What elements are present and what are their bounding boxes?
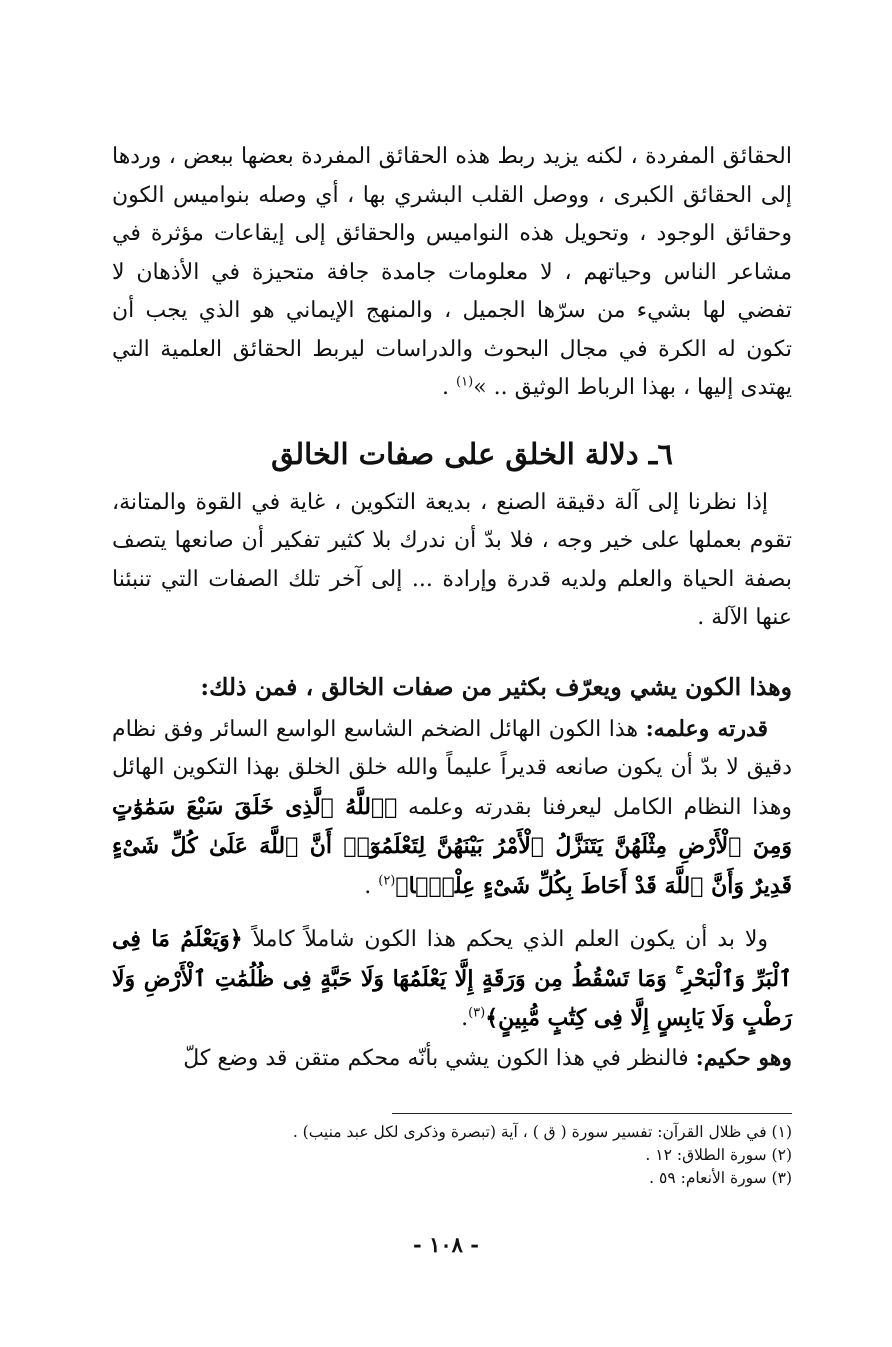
section-heading: ٦ـ دلالة الخلق على صفات الخالق xyxy=(271,436,673,471)
quran-verse-anam: ﴿وَيَعْلَمُ مَا فِى ٱلْبَرِّ وَٱلْبَحْرِ ۚ وَمَا تَسْقُطُ مِن وَرَقَةٍ إِلَّا يَعْلَمُهَا وَلَا حَبَّةٍ فِى ظُلُمَٰتِ ٱلْأَرْضِ وَلَا رَطْبٍ وَلَا يَابِسٍ إِلَّا فِى كِتَٰبٍ مُّبِينٍ﴾ xyxy=(112,926,792,1031)
quran-verse-talaq: ﴿ٱللَّهُ ٱلَّذِى خَلَقَ سَبْعَ سَمَٰوَٰتٍ وَمِنَ ٱلْأَرْضِ مِثْلَهُنَّ يَتَنَزَّلُ ٱلْأَمْرُ بَيْنَهُنَّ لِتَعْلَمُوٓا۟ أَنَّ ٱللَّهَ عَلَىٰ كُلِّ شَىْءٍ قَدِيرٌ وَأَنَّ ٱللَّهَ قَدْ أَحَاطَ بِكُلِّ شَىْءٍ عِلْمًۢا﴾ xyxy=(112,793,792,899)
subheading: وهذا الكون يشي ويعرّف بكثير من صفات الخالق ، فمن ذلك: xyxy=(200,672,792,701)
intro-tail: . xyxy=(442,375,457,400)
power-text: هذا الكون الهائل الضخم الشاسع الواسع السائر وفق نظام دقيق لا بدّ أن يكون صانعه قديراً عليماً والله خلق الخلق بهذا التكوين الهائل وهذا النظام الكامل ليعرفنا بقدرته وعلمه xyxy=(112,716,792,820)
power-paragraph xyxy=(112,710,792,907)
footnote-divider xyxy=(392,1113,792,1114)
footnote-1: (١) في ظلال القرآن: تفسير سورة ( ق ) ، آية (تبصرة وذكرى لكل عبد منيب) . xyxy=(292,1123,792,1141)
intro-paragraph xyxy=(112,138,792,408)
wisdom-text: فالنظر في هذا الكون يشي بأنّه محكم متقن قد وضع كلّ xyxy=(183,1045,696,1071)
footnotes xyxy=(112,1113,792,1190)
footnote-ref-2: (٢) xyxy=(378,873,396,889)
page-number: - ١٠٨ - xyxy=(413,1232,479,1257)
knowledge-text: ولا بد أن يكون العلم الذي يحكم هذا الكون شاملاً كاملاً xyxy=(242,927,768,952)
page-content xyxy=(112,138,792,1078)
footnote-3: (٣) سورة الأنعام: ٥٩ . xyxy=(649,1169,792,1187)
wisdom-lead: وهو حكيم: xyxy=(695,1044,792,1071)
power-lead: قدرته وعلمه: xyxy=(645,715,769,742)
knowledge-tail: . xyxy=(461,1006,469,1031)
section-paragraph: إذا نظرنا إلى آلة دقيقة الصنع ، بديعة التكوين ، غاية في القوة والمتانة، تقوم بعملها على خير وجه ، فلا بدّ أن ندرك بلا كثير تفكير أن صانعها يتصف بصفة الحياة والعلم ولديه قدرة وإرادة ... إلى آخر تلك الصفات التي تنبئنا عنها الآلة . xyxy=(112,489,792,630)
footnote-2: (٢) سورة الطلاق: ١٢ . xyxy=(645,1146,792,1164)
footnote-ref-3: (٣) xyxy=(468,1005,486,1021)
footnote-ref-1: (١) xyxy=(456,374,474,390)
wisdom-paragraph xyxy=(112,1039,792,1079)
intro-text: الحقائق المفردة ، لكنه يزيد ربط هذه الحقائق المفردة بعضها ببعض ، وردها إلى الحقائق الكبرى ، ووصل القلب البشري بها ، أي وصله بنواميس الكون وحقائق الوجود ، وتحويل هذه النواميس والحقائق إلى إيقاعات مؤثرة في مشاعر الناس وحياتهم ، لا معلومات جامدة جافة متحيزة في الأذهان لا تفضي لها بشيء من سرّها الجميل ، والمنهج الإيماني هو الذي يجب أن تكون له الكرة في مجال البحوث والدراسات ليربط الحقائق العلمية التي يهتدى إليها ، بهذا الرباط الوثيق .. » xyxy=(112,144,793,400)
knowledge-paragraph xyxy=(112,920,792,1039)
power-tail: . xyxy=(364,873,379,899)
